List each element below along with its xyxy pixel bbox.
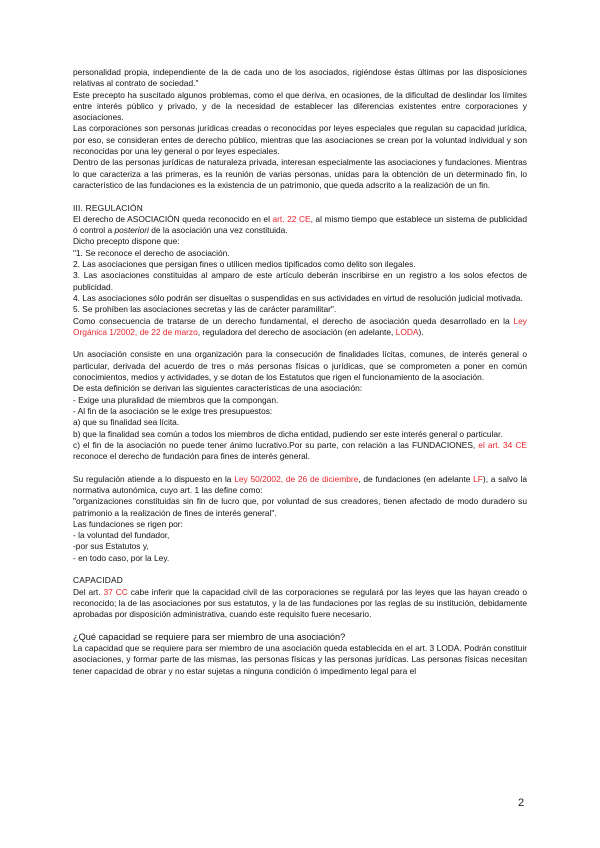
list-item: a) que su finalidad sea lícita. xyxy=(73,417,180,428)
paragraph: Este precepto ha suscitado algunos problemas, como el que deriva, en ocasiones, de la dificultad de deslindar los límites entre interés público y privado, y de la necesidad de establecer las diferencias existentes entre corporaciones y asociaciones. xyxy=(73,89,527,123)
section-heading-capacidad: CAPACIDAD xyxy=(73,575,124,586)
paragraph: personalidad propia, independiente de la de cada uno de los asociados, rigiéndose éstas últimas por las disposiciones relativas al contrato de sociedad." xyxy=(73,67,527,89)
page-number: 2 xyxy=(518,797,525,809)
link-ley-50-2002[interactable]: Ley 50/2002, de 26 de diciembre xyxy=(234,473,359,484)
link-loda[interactable]: LODA xyxy=(395,326,419,337)
list-item: Las fundaciones se rigen por: xyxy=(73,518,183,529)
list-item: 2. Las asociaciones que persigan fines o utilicen medios tipificados como delito son ilegales. xyxy=(73,259,416,270)
question-heading: ¿Qué capacidad se requiere para ser miembro de una asociación? xyxy=(73,631,346,642)
paragraph: Dicho precepto dispone que: xyxy=(73,236,180,247)
paragraph: Dentro de las personas jurídicas de naturaleza privada, interesan especialmente las asociaciones y fundaciones. Mientras lo que caracteriza a las primeras, es la reunión de varias personas, unidas para la obtención de un determinado fin, lo característico de las fundaciones es la existencia de un patrimonio, que queda adscrito a la realización de un fin. xyxy=(73,157,527,190)
list-item: 5. Se prohíben las asociaciones secretas y las de carácter paramilitar". xyxy=(73,304,337,315)
link-art-37-cc[interactable]: 37 CC xyxy=(103,586,128,597)
paragraph: De esta definición se derivan las siguientes características de una asociación: xyxy=(73,383,363,394)
spacer xyxy=(73,621,527,632)
list-item: - la voluntad del fundador, xyxy=(73,530,170,541)
link-ley-organica-1-2002[interactable]: Ley Orgánica 1/2002, de 22 de marzo xyxy=(73,315,527,337)
list-item: 3. Las asociaciones constituidas al amparo de este artículo deberán inscribirse en un registro a los solos efectos de publicidad. xyxy=(73,270,527,292)
list-item: - Exige una pluralidad de miembros que la compongan. xyxy=(73,394,279,405)
paragraph: Del art. 37 CC cabe inferir que la capacidad civil de las corporaciones se regulará por las leyes que las hayan creado o reconocido; la de las asociaciones por sus estatutos, y la de las fundaciones por las reglas de su institución, debidamente aprobadas por disposición administrativa, cuando este requisito fuere necesario. xyxy=(73,586,527,620)
list-item: "1. Se reconoce el derecho de asociación. xyxy=(73,247,230,258)
paragraph: "organizaciones constituidas sin fin de lucro que, por voluntad de sus creadores, tienen afectado de modo duradero su patrimonio a la realización de fines de interés general". xyxy=(73,496,527,518)
list-item: - Al fin de la asociación se le exige tres presupuestos: xyxy=(73,405,273,416)
spacer xyxy=(73,338,527,349)
link-lf[interactable]: LF xyxy=(473,473,483,484)
paragraph: El derecho de ASOCIACIÓN queda reconocido en el art. 22 CE, al mismo tiempo que establece un sistema de publicidad ó control a posteriori de la asociación una vez constituida. xyxy=(73,213,527,236)
paragraph: La capacidad que se requiere para ser miembro de una asociación queda establecida en el art. 3 LODA. Podrán constituir asociaciones, y formar parte de las mismas, las personas físicas y las personas jurídicas. Las personas físicas necesitan tener capacidad de obrar y no estar sujetas a ninguna condición ó impedimento legal para el xyxy=(73,643,527,676)
list-item: 4. Las asociaciones sólo podrán ser disueltas o suspendidas en sus actividades en virtud de resolución judicial motivada. xyxy=(73,292,523,303)
paragraph: Las corporaciones son personas jurídicas creadas o reconocidas por leyes especiales que regulan su capacidad jurídica, por eso, se consideran entes de derecho público, mientras que las asociaciones se crean por la voluntad individual y son reconocidas por una ley general o por leyes especiales. xyxy=(73,123,527,157)
page-body xyxy=(73,67,527,677)
spacer xyxy=(73,462,527,473)
paragraph: Un asociación consiste en una organización para la consecución de finalidades lícitas, comunes, de interés general o particular, derivada del acuerdo de tres o más personas físicas o jurídicas, que se comprometen a poner en común conocimientos, medios y actividades, y se dotan de los Estatutos que rigen el funcionamiento de la asociación. xyxy=(73,349,527,383)
link-art-22-ce[interactable]: art. 22 CE xyxy=(272,213,311,224)
paragraph: Como consecuencia de tratarse de un derecho fundamental, el derecho de asociación queda desarrollado en la Ley Orgánica 1/2002, de 22 de marzo, reguladora del derecho de asociación (en adelante, LODA). xyxy=(73,315,527,337)
list-item: - en todo caso, por la Ley. xyxy=(73,552,170,563)
spacer xyxy=(73,191,527,202)
list-item: b) que la finalidad sea común a todos los miembros de dicha entidad, pudiendo ser este interés general o particular. xyxy=(73,428,503,439)
list-item: -por sus Estatutos y, xyxy=(73,541,149,552)
spacer xyxy=(73,564,527,575)
link-art-34-ce[interactable]: el art. 34 CE xyxy=(478,439,527,450)
paragraph: c) el fin de la asociación no puede tener ánimo lucrativo.Por su parte, con relación a las FUNDACIONES, el art. 34 CE reconoce el derecho de fundación para fines de interés general. xyxy=(73,439,527,462)
paragraph: Su regulación atiende a lo dispuesto en la Ley 50/2002, de 26 de diciembre, de fundaciones (en adelante LF), a salvo la normativa autonómica, cuyo art. 1 las define como: xyxy=(73,473,527,495)
section-heading-regulacion: III. REGULACIÓN xyxy=(73,202,144,213)
